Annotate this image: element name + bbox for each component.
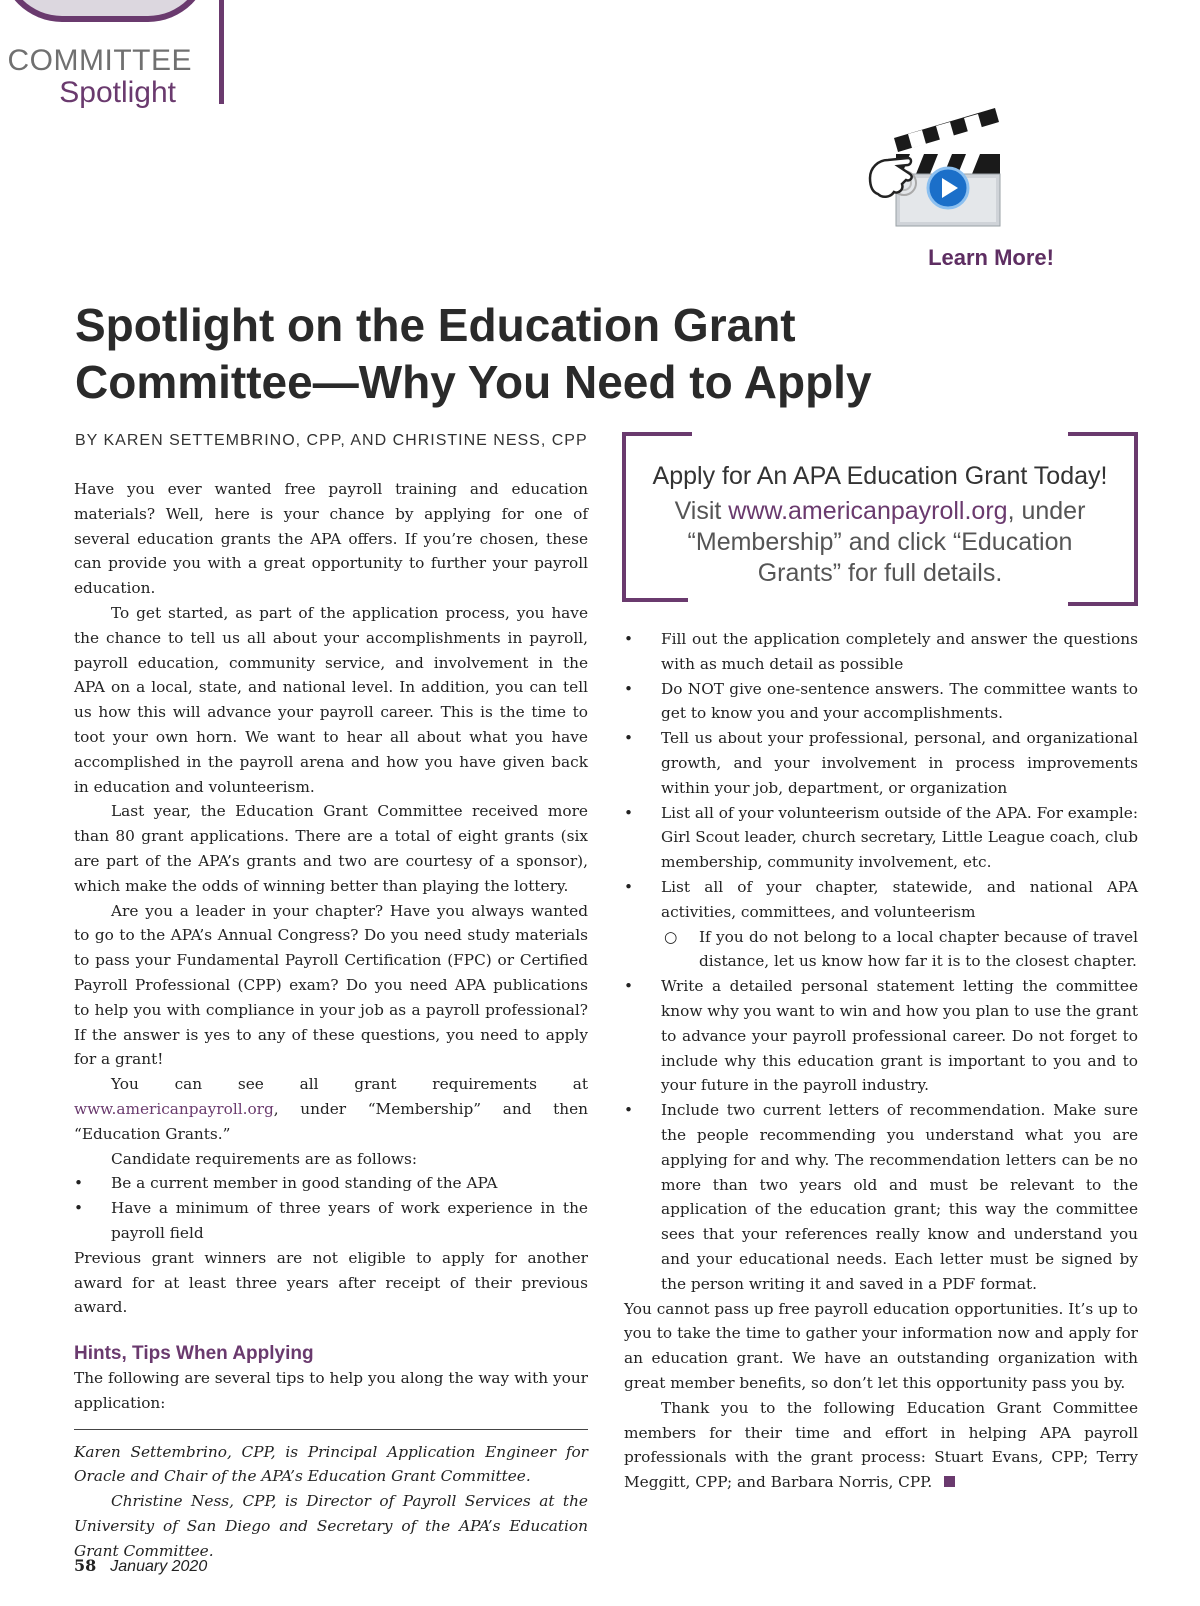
author-bio: Christine Ness, CPP, is Director of Payroll Services at the University of San Diego and Secretary of the APA’s Education Grant Committee.: [74, 1492, 588, 1560]
list-item: [624, 801, 1138, 875]
list-item: [624, 1098, 1138, 1296]
list-item-text: Write a detailed personal statement letting the committee know why you want to win and how you plan to use the grant to advance your payroll professional career. Do not forget to include why this education grant is important to you and to your future in the payroll industry.: [661, 977, 1138, 1095]
list-item-text: Fill out the application completely and answer the questions with as much detail as possible: [661, 630, 1138, 673]
list-item: [624, 627, 1138, 677]
callout-body: [652, 496, 1108, 589]
list-item: [624, 677, 1138, 727]
article-byline: BY KAREN SETTEMBRINO, CPP, AND CHRISTINE NESS, CPP: [75, 432, 588, 449]
text: Visit: [674, 497, 729, 525]
article-title: [75, 297, 995, 411]
list-item-text: Include two current letters of recommendation. Make sure the people recommending you understand what you are applying for and why. The recommendation letters can be no more than two years old and must be relevant to the application of the education grant; this way the committee sees that your references really know and understand you and your educational needs. Each letter must be signed by the person writing it and saved in a PDF format.: [661, 1101, 1138, 1293]
apply-callout-box: [622, 432, 1138, 602]
paragraph-closing: [624, 1396, 1138, 1495]
page-number: 58: [74, 1556, 97, 1575]
left-column: [74, 477, 588, 1564]
callout-heading: Apply for An APA Education Grant Today!: [652, 462, 1108, 490]
paragraph: You cannot pass up free payroll education opportunities. It’s up to you to take the time to gather your information now and apply for an education grant. We have an outstanding organization with great member benefits, so don’t let this opportunity pass you by.: [624, 1299, 1138, 1392]
list-item: [74, 1196, 588, 1246]
list-item-text: Tell us about your professional, personal, and organizational growth, and your involvement in process improvements within your job, department, or organization: [661, 729, 1138, 797]
paragraph: Candidate requirements are as follows:: [111, 1149, 418, 1168]
header-decoration: [0, 0, 210, 22]
list-item: [624, 974, 1138, 1098]
list-item-text: If you do not belong to a local chapter because of travel distance, let us know how far it is to the closest chapter.: [699, 927, 1138, 971]
list-item-text: Be a current member in good standing of the APA: [111, 1174, 498, 1193]
section-label-committee: COMMITTEE: [7, 44, 192, 77]
list-item-text: List all of your volunteerism outside of the APA. For example: Girl Scout leader, church secretary, Little League coach, club membership, community involvement, etc.: [661, 803, 1138, 872]
bullet-icon: •: [624, 729, 634, 748]
hints-heading: Hints, Tips When Applying: [74, 1343, 314, 1365]
paragraph: The following are several tips to help you along the way with your application:: [74, 1369, 588, 1412]
list-item-text: Do NOT give one-sentence answers. The committee wants to get to know you and your accomplishments.: [661, 679, 1138, 723]
article-title-line2: Committee—Why You Need to Apply: [75, 356, 872, 408]
sub-list-item: [624, 925, 1138, 975]
paragraph: Last year, the Education Grant Committee received more than 80 grant applications. There are a total of eight grants (six are part of the APA’s grants and two are courtesy of a sponsor), which make the odds of winning better than playing the lottery.: [74, 802, 588, 895]
bullet-icon: •: [624, 803, 634, 822]
text: Thank you to the following Education Grant Committee members for their time and effort in helping APA payroll professionals with the grant process: Stuart Evans, CPP; Terry Meggitt, CPP; and Barbara Norris, CPP.: [624, 1398, 1138, 1492]
text: , under “Membership” and click “Education Grants” for full details.: [687, 497, 1086, 587]
paragraph-grant-requirements: [74, 1072, 588, 1146]
issue-date: January 2020: [110, 1558, 208, 1575]
paragraph: Previous grant winners are not eligible to apply for another award for at least three years after receipt of their previous award.: [74, 1248, 588, 1317]
list-item: [74, 1171, 588, 1196]
bullet-icon: •: [74, 1174, 84, 1193]
clapper-top-icon: [894, 108, 999, 152]
page-footer: [74, 1556, 207, 1576]
bullet-icon: •: [624, 977, 634, 996]
americanpayroll-link[interactable]: www.americanpayroll.org: [728, 497, 1008, 525]
list-item: [624, 875, 1138, 925]
bullet-icon: •: [624, 630, 634, 648]
divider: [74, 1429, 588, 1430]
article-title-line1: Spotlight on the Education Grant: [75, 299, 796, 351]
right-column: [624, 627, 1138, 1495]
list-item-text: List all of your chapter, statewide, and national APA activities, committees, and volunteerism: [661, 877, 1138, 921]
learn-more-link[interactable]: Learn More!: [928, 245, 1054, 270]
paragraph: Have you ever wanted free payroll training and education materials? Well, here is your chance by applying for one of several education grants the APA offers. If you’re chosen, these can provide you with a great opportunity to further your payroll education.: [74, 480, 588, 598]
americanpayroll-link[interactable]: www.americanpayroll.org: [74, 1099, 274, 1118]
bullet-icon: •: [624, 877, 634, 896]
text: You can see all grant requirements at: [111, 1075, 588, 1094]
text: , under “Membership” and then “Education Grants.”: [74, 1099, 588, 1143]
header-divider: [219, 0, 224, 104]
list-item-text: Have a minimum of three years of work experience in the payroll field: [111, 1199, 588, 1242]
circle-bullet-icon: ○: [664, 927, 678, 946]
section-label-spotlight: Spotlight: [59, 76, 176, 109]
list-item: [624, 726, 1138, 800]
video-clapperboard-icon[interactable]: [868, 108, 1044, 238]
bullet-icon: •: [624, 679, 634, 698]
bullet-icon: •: [74, 1199, 84, 1218]
paragraph: Are you a leader in your chapter? Have you always wanted to go to the APA’s Annual Congress? Do you need study materials to pass your Fundamental Payroll Certification (FPC) or Certified Payroll Professional (CPP) exam? Do you need APA publications to help you with compliance in your job as a payroll professional? If the answer is yes to any of these questions, you need to apply for a grant!: [74, 901, 588, 1069]
end-mark-icon: [944, 1476, 955, 1487]
bullet-icon: •: [624, 1101, 634, 1120]
paragraph: To get started, as part of the application process, you have the chance to tell us all about your accomplishments in payroll, payroll education, community service, and involvement in the APA on a local, state, and national level. In addition, you can tell us how this will advance your payroll career. This is the time to toot your own horn. We want to hear all about what you have accomplished in the payroll arena and how you have given back in education and volunteerism.: [74, 603, 588, 796]
author-bio: Karen Settembrino, CPP, is Principal Application Engineer for Oracle and Chair of the APA’s Education Grant Committee.: [74, 1442, 588, 1486]
